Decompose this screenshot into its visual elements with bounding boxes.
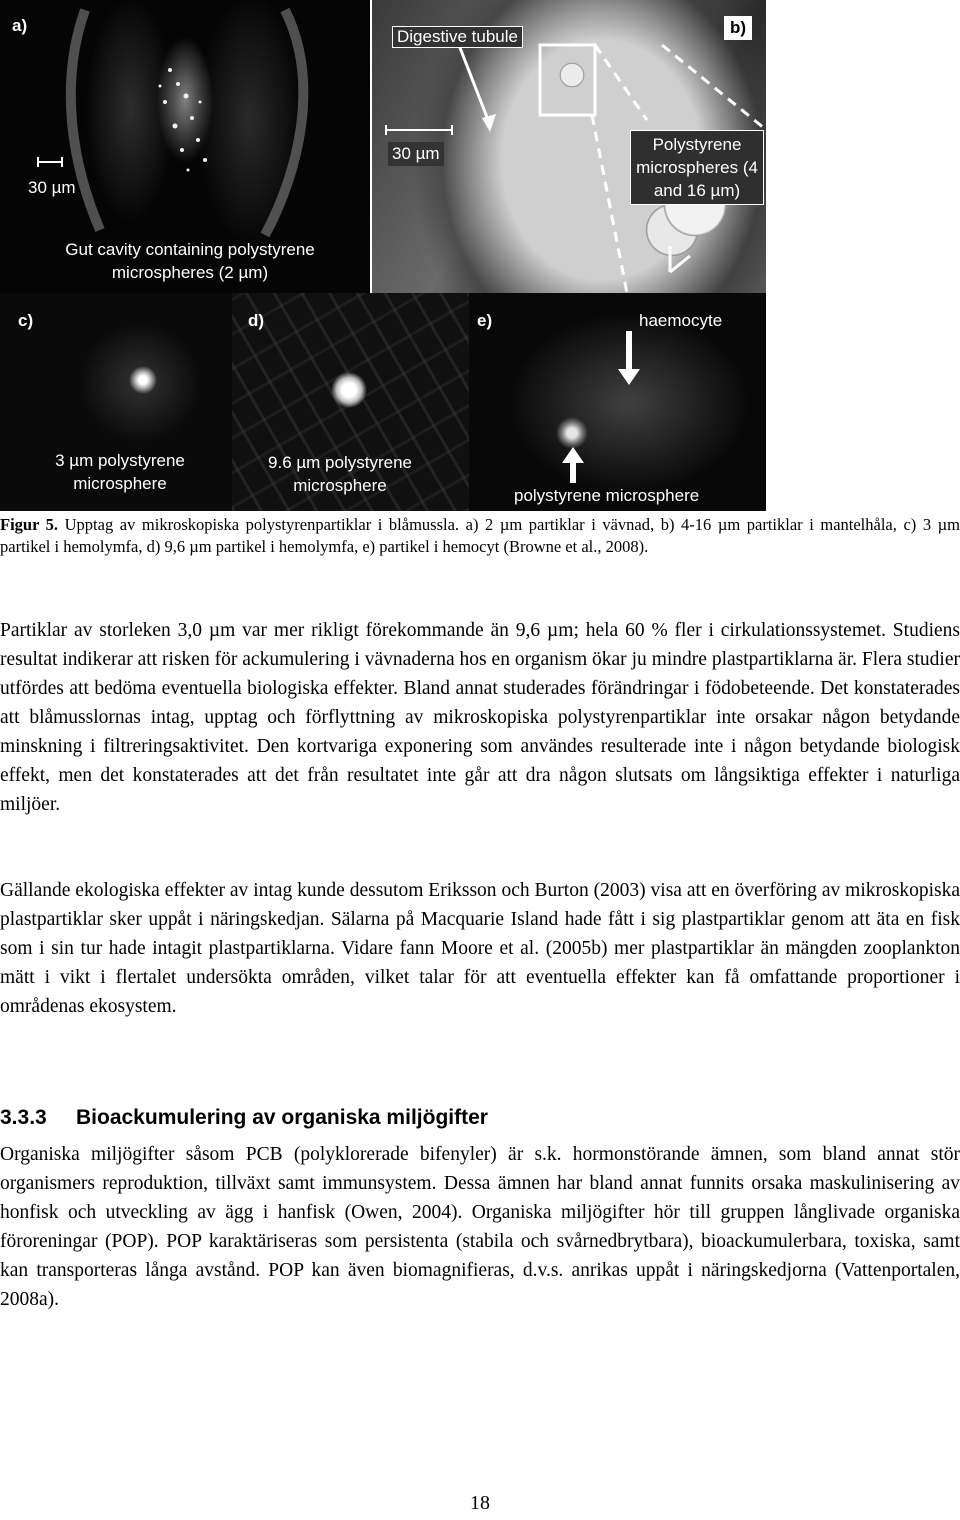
gut-cavity-label: Gut cavity containing polystyrene microspheres (2 µm) <box>65 240 315 282</box>
dashed-connector-3 <box>662 45 764 128</box>
panel-b-micrograph <box>372 0 766 293</box>
panel-a-micrograph <box>0 0 370 293</box>
digestive-tubule-label: Digestive tubule <box>392 26 523 48</box>
scale-label-b: 30 µm <box>388 142 444 166</box>
panel-e-micrograph <box>469 293 766 511</box>
panel-b-letter: b) <box>724 16 752 40</box>
section-heading <box>0 1106 488 1130</box>
panel-a-gut-wall <box>71 10 303 235</box>
microsphere-arrow <box>562 447 584 483</box>
caption-label: Figur 5. <box>0 515 59 534</box>
panel-c-micrograph <box>0 293 232 511</box>
scale-label-a: 30 µm <box>28 178 76 197</box>
panel-e-label: polystyrene microsphere <box>514 486 700 505</box>
panel-e-letter: e) <box>477 311 493 330</box>
paragraph-3: Organiska miljögifter såsom PCB (polyklorerade bifenyler) är s.k. hormonstörande ämnen, som bland annat stör organismers reproduktion, tillväxt samt immunsystem. Dessa ämnen har bland annat funnits orsaka maskulinisering av honfisk och utveckling av ägg i hanfisk (Owen, 2004). Organiska miljögifter hör till gruppen långlivade organiska föroreningar (POP). POP karaktäriseras som persistenta (stabila och svårnedbrytbara), bioackumulerbara, toxiska, samt kan transporteras långa avstånd. POP kan även biomagnifieras, d.v.s. anrikas uppåt i näringskedjorna (Vattenportalen, 2008a). <box>0 1144 960 1310</box>
tubule-highlight-box <box>540 45 595 115</box>
polystyrene-spheres-label: Polystyrene microspheres (4 and 16 µm) <box>630 130 764 205</box>
dashed-connector-1 <box>595 45 647 120</box>
section-number: 3.3.3 <box>0 1106 47 1129</box>
paragraph-1: Partiklar av storleken 3,0 µm var mer rikligt förekommande än 9,6 µm; hela 60 % fler i cirkulationssystemet. Studiens resultat indikerar att risken för ackumulering i vävnaderna hos en organism ökar ju mindre plastpartiklarna är. Flera studier utfördes att bedöma eventuella biologiska effekter. Bland annat studerades förändringar i födobeteende. Det konstaterades att blåmusslornas intag, upptag och förflyttning av mikroskopiska polystyrenpartiklar inte orsakar någon betydande minskning i filtreringsaktivitet. Den kortvariga exponering som användes resulterade inte i någon betydande biologisk effekt, men det konstaterades att det från resultatet inte går att dra någon slutsats om långsiktiga effekter i naturliga miljöer. <box>0 620 960 815</box>
figure-caption <box>0 514 960 558</box>
panel-d-micrograph <box>232 293 469 511</box>
caption-text: Upptag av mikroskopiska polystyrenpartiklar i blåmussla. a) 2 µm partiklar i vävnad, b) 4-16 µm partiklar i mantelhåla, c) 3 µm partikel i hemolymfa, d) 9,6 µm partikel i hemolymfa, e) partikel i hemocyt (Browne et al., 2008). <box>0 515 960 556</box>
tubule-arrow <box>457 40 490 125</box>
panel-a-microsphere-cluster <box>159 68 208 172</box>
panel-e-arrows <box>469 293 766 511</box>
panel-c-label: 3 µm polystyrene microsphere <box>55 451 185 493</box>
figure-5 <box>0 0 768 512</box>
page-number: 18 <box>470 1492 490 1514</box>
panel-c-letter: c) <box>18 311 34 330</box>
section-title: Bioackumulering av organiska miljögifter <box>76 1106 488 1129</box>
haemocyte-arrow <box>618 331 640 385</box>
panel-a-letter: a) <box>12 16 28 35</box>
dashed-connector-2 <box>592 115 627 293</box>
paragraph-2: Gällande ekologiska effekter av intag kunde dessutom Eriksson och Burton (2003) visa att en överföring av mikroskopiska plastpartiklar sker uppåt i näringskedjan. Sälarna på Macquarie Island hade fått i sig plastpartiklar genom att äta en fisk som i sin tur hade intagit plastpartiklarna. Vidare fann Moore et al. (2005b) mer plastpartiklar än mängden zooplankton mätt i vikt i flertalet undersökta områden, vilket talar för att eventuella effekter kan få omfattande proportioner i områdenas ekosystem. <box>0 880 960 1017</box>
haemocyte-label: haemocyte <box>639 311 723 330</box>
panel-d-label: 9.6 µm polystyrene microsphere <box>268 453 412 495</box>
panel-d-letter: d) <box>248 311 265 330</box>
